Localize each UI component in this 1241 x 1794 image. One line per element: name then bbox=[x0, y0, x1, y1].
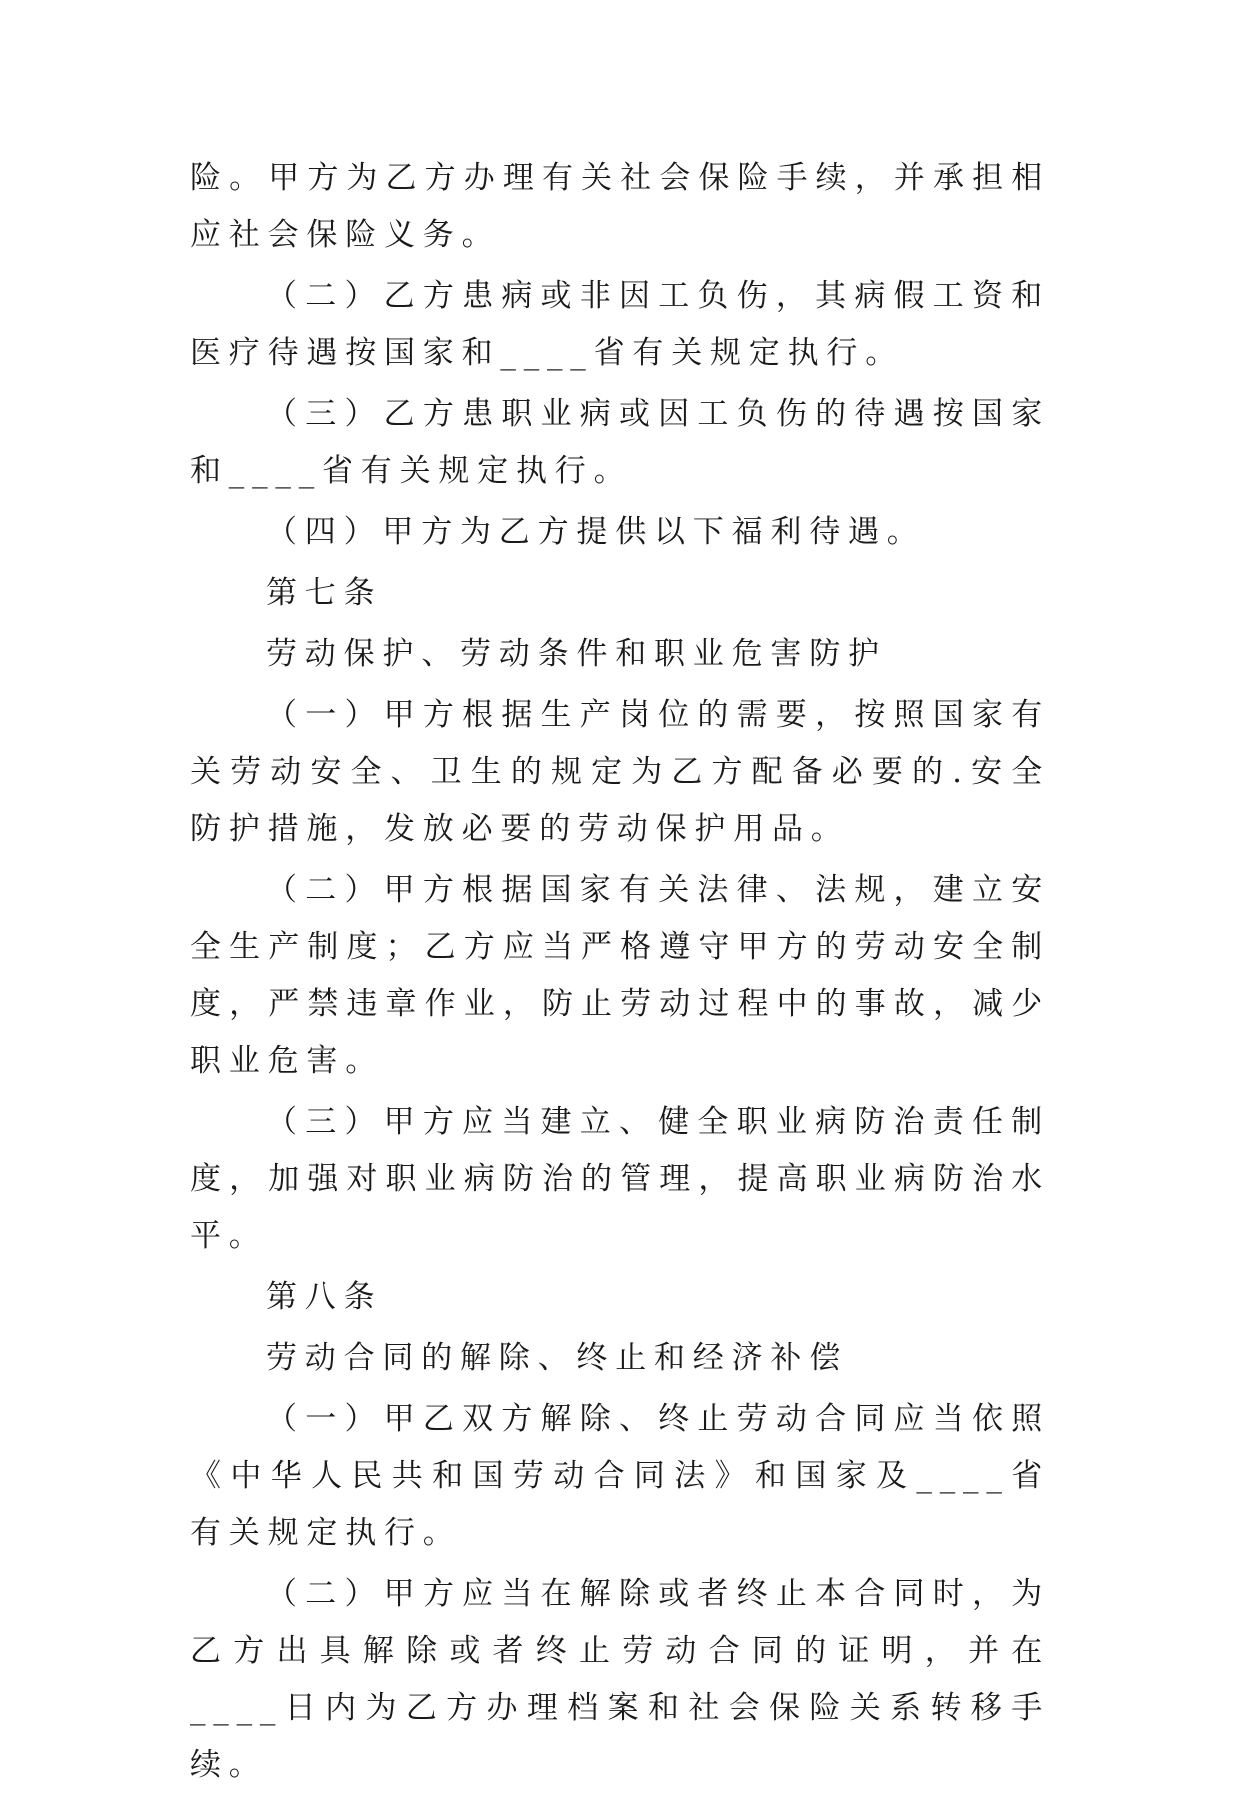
article-8-clause-1: （一）甲乙双方解除、终止劳动合同应当依照《中华人民共和国劳动合同法》和国家及____省有关规定执行。 bbox=[190, 1401, 1050, 1551]
paragraph-sick-leave: （二）乙方患病或非因工负伤，其病假工资和医疗待遇按国家和____省有关规定执行。 bbox=[190, 278, 1050, 371]
article-7-clause-3: （三）甲方应当建立、健全职业病防治责任制度，加强对职业病防治的管理，提高职业病防治水平。 bbox=[190, 1104, 1050, 1254]
article-7-clause-2: （二）甲方根据国家有关法律、法规，建立安全生产制度；乙方应当严格遵守甲方的劳动安全制度，严禁违章作业，防止劳动过程中的事故，减少职业危害。 bbox=[190, 872, 1050, 1079]
paragraph-occupational-injury: （三）乙方患职业病或因工负伤的待遇按国家和____省有关规定执行。 bbox=[190, 396, 1050, 489]
article-7-clause-1: （一）甲方根据生产岗位的需要，按照国家有关劳动安全、卫生的规定为乙方配备必要的.安全防护措施，发放必要的劳动保护用品。 bbox=[190, 697, 1050, 847]
article-8-title: 劳动合同的解除、终止和经济补偿 bbox=[266, 1340, 848, 1376]
article-7-heading: 第七条 bbox=[266, 575, 383, 611]
paragraph-insurance-continuation: 险。甲方为乙方办理有关社会保险手续，并承担相应社会保险义务。 bbox=[190, 160, 1050, 253]
article-7-title: 劳动保护、劳动条件和职业危害防护 bbox=[266, 636, 887, 672]
document-page bbox=[190, 150, 1050, 1794]
article-8-heading: 第八条 bbox=[266, 1279, 383, 1315]
article-8-clause-2: （二）甲方应当在解除或者终止本合同时，为乙方出具解除或者终止劳动合同的证明，并在____日内为乙方办理档案和社会保险关系转移手续。 bbox=[190, 1576, 1050, 1783]
paragraph-welfare: （四）甲方为乙方提供以下福利待遇。 bbox=[266, 514, 926, 550]
